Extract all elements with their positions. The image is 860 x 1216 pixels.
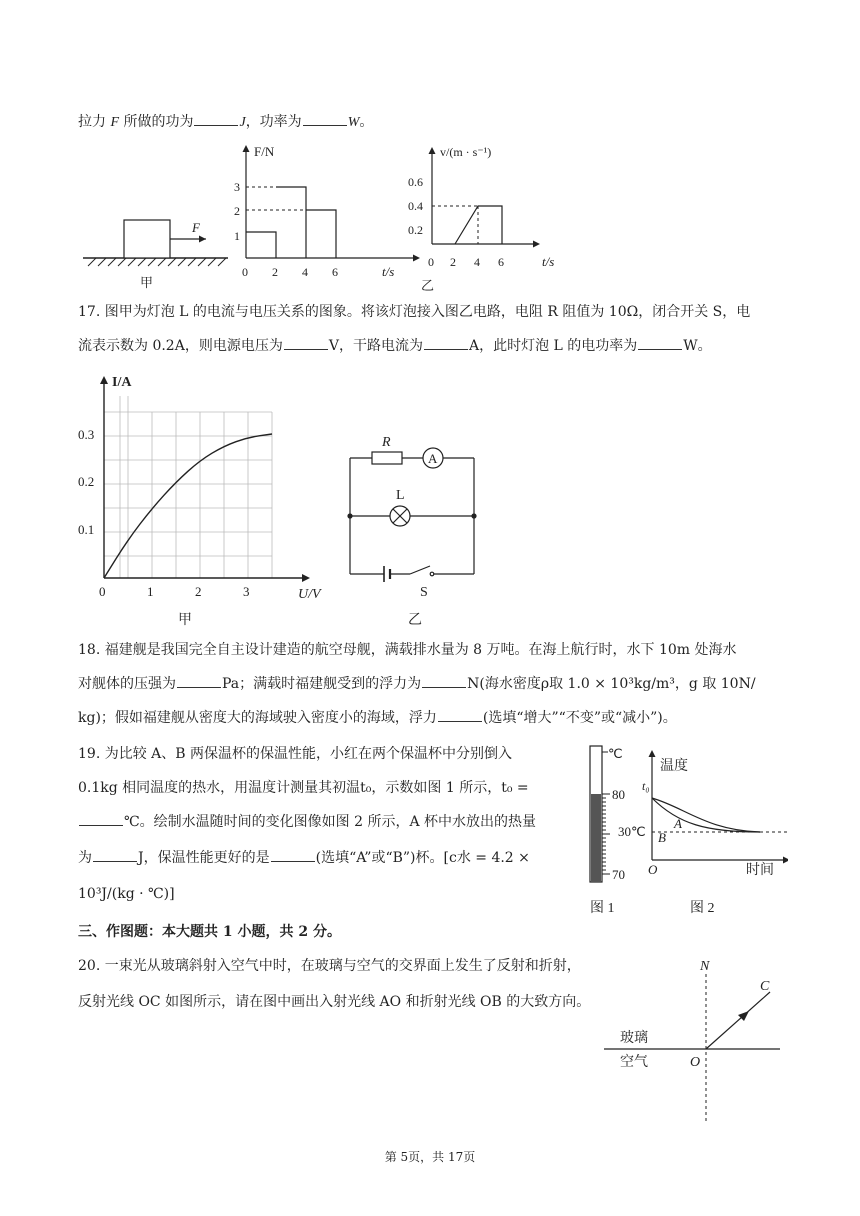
q19-line5: 10³J/(kg · ℃)] (78, 886, 175, 902)
vt-xtick: 6 (498, 255, 504, 269)
fig16 (78, 140, 578, 295)
graph-x-label: 时间 (746, 863, 774, 878)
junction-left (347, 513, 352, 518)
iu-xtick: 2 (195, 584, 202, 599)
fig19 (578, 742, 788, 922)
q16-power-blank[interactable] (303, 111, 347, 126)
q18-pressure-blank[interactable] (177, 673, 221, 688)
block (124, 220, 170, 258)
q19-text-e: (选填“A”或“B”)杯。[c水 = 4.2 × (315, 850, 530, 866)
q20-line2: 反射光线 OC 如图所示，请在图中画出入射光线 AO 和折射光线 OB 的大致方向。 (78, 994, 591, 1010)
q18-text-b: Pa；满载时福建舰受到的浮力为 (222, 676, 422, 692)
q18-text-e: (选填“增大”“不变”或“减小”)。 (482, 710, 677, 726)
vt-xtick: 2 (450, 255, 456, 269)
glass-label: 玻璃 (620, 1031, 648, 1046)
q19-line3 (78, 806, 536, 838)
q17-text-a: 流表示数为 0.2A，则电源电压为 (78, 338, 283, 354)
q16-force-symbol: F (110, 115, 120, 130)
vt-ytick: 0.4 (408, 199, 423, 213)
iu-x-label: U/V (298, 587, 321, 602)
graph-30-label: 30℃ (618, 824, 646, 839)
point-label-C: C (760, 979, 770, 994)
curve-B-label: B (658, 830, 666, 845)
force-label: F (192, 220, 200, 235)
q16-text-2: 所做的功为 (119, 114, 194, 130)
graph-y-label: 温度 (660, 759, 688, 774)
q16-text-1: 拉力 (78, 114, 111, 130)
graph-t0: t₀ (642, 779, 650, 793)
ft-ytick: 1 (234, 229, 240, 243)
ft-xtick: 4 (302, 265, 308, 279)
q16-text-3: ，功率为 (245, 114, 302, 130)
fig17-yi-label: 乙 (408, 613, 422, 628)
normal-label-N: N (700, 959, 710, 974)
section3-heading: 三、作图题：本大题共 1 小题，共 2 分。 (78, 924, 341, 940)
reflected-ray-OC (706, 992, 770, 1049)
iu-ytick: 0.3 (78, 427, 95, 442)
q19-cup-blank[interactable] (271, 847, 315, 862)
ft-xtick: 2 (272, 265, 278, 279)
iu-xtick: 0 (99, 584, 106, 599)
fig16-jia-label: 甲 (140, 275, 154, 290)
graph-origin: O (648, 862, 658, 877)
ft-graph (234, 144, 420, 279)
ft-xtick: 6 (332, 265, 338, 279)
q19-heat-blank[interactable] (93, 847, 137, 862)
curve-B (652, 798, 760, 832)
vt-ytick: 0.6 (408, 175, 423, 189)
q17-voltage-blank[interactable] (284, 335, 328, 350)
q17-line1: 17. 图甲为灯泡 L 的电流与电压关系的图象。将该灯泡接入图乙电路，电阻 R 阻值为 10Ω，闭合开关 S，电 (78, 304, 751, 320)
fig19-caption-2: 图 2 (690, 901, 715, 916)
vt-graph (408, 145, 554, 293)
q17-text-d: W。 (683, 338, 712, 354)
switch-label: S (420, 585, 428, 600)
fig16-block-diagram (83, 220, 228, 290)
q18-line2 (78, 668, 756, 700)
q20-line1: 20. 一束光从玻璃斜射入空气中时，在玻璃与空气的交界面上发生了反射和折射， (78, 958, 581, 974)
q18-text-a: 对舰体的压强为 (78, 676, 176, 692)
iu-y-label: I/A (112, 375, 132, 390)
q18-buoyancy-blank[interactable] (422, 673, 466, 688)
q16-tail-line (78, 106, 373, 139)
fig17 (78, 366, 498, 630)
thermo-70: 70 (612, 867, 625, 882)
q17-current-blank[interactable] (424, 335, 468, 350)
q17-power-blank[interactable] (638, 335, 682, 350)
curve-A-label: A (674, 816, 682, 831)
ft-ytick: 2 (234, 204, 240, 218)
iu-curve-line (104, 434, 272, 578)
q16-text-4: 。 (359, 114, 374, 130)
q19-text-d: J，保温性能更好的是 (138, 850, 270, 866)
thermo-unit: ℃ (608, 746, 623, 761)
fig20 (604, 952, 784, 1132)
point-label-O: O (690, 1055, 701, 1070)
vt-xtick: 0 (428, 255, 434, 269)
q17-text-b: V，干路电流为 (328, 338, 423, 354)
q16-unit-W: W (347, 115, 360, 130)
q19-line2: 0.1kg 相同温度的热水，用温度计测量其初温t₀，示数如图 1 所示，t₀ = (78, 780, 529, 796)
thermo-80: 80 (612, 787, 625, 802)
fig17-jia-label: 甲 (178, 613, 192, 628)
iu-chart (78, 375, 322, 628)
ft-xtick: 0 (242, 265, 248, 279)
lamp-label: L (396, 488, 405, 503)
q18-line3 (78, 702, 677, 734)
q16-unit-J: J (239, 115, 246, 130)
q19-text-b: ℃。绘制水温随时间的变化图像如图 2 所示，A 杯中水放出的热量 (124, 814, 537, 830)
q18-text-d: kg)；假如福建舰从密度大的海域驶入密度小的海域，浮力 (78, 710, 437, 726)
iu-ytick: 0.1 (78, 522, 95, 537)
q17-line2 (78, 330, 712, 362)
ft-y-label: F/N (254, 144, 275, 159)
vt-y-label: v/(m · s⁻¹) (440, 145, 492, 159)
vt-x-label: t/s (542, 254, 555, 269)
page-footer: 第 5页，共 17页 (384, 1150, 476, 1164)
iu-xtick: 3 (243, 584, 250, 599)
q18-text-c: N(海水密度ρ取 1.0 × 10³kg/m³，g 取 10N/ (467, 676, 756, 692)
q19-line1: 19. 为比较 A、B 两保温杯的保温性能，小红在两个保温杯中分别倒入 (78, 746, 513, 762)
vt-xtick: 4 (474, 255, 480, 269)
temp-time-graph (618, 750, 788, 916)
iu-xtick: 1 (147, 584, 154, 599)
fig19-caption-1: 图 1 (590, 901, 615, 916)
q17-text-c: A，此时灯泡 L 的电功率为 (468, 338, 638, 354)
air-label: 空气 (620, 1055, 648, 1070)
q16-work-blank[interactable] (194, 111, 238, 126)
q19-text-c: 为 (78, 850, 92, 866)
ammeter-label: A (428, 451, 438, 466)
q18-line1: 18. 福建舰是我国完全自主设计建造的航空母舰，满载排水量为 8 万吨。在海上航行时，水下 10m 处海水 (78, 642, 737, 658)
q19-t0-blank[interactable] (79, 811, 123, 826)
fig16-yi-label: 乙 (421, 278, 435, 293)
junction-right (471, 513, 476, 518)
ft-ytick: 3 (234, 180, 240, 194)
circuit-diagram (350, 448, 474, 582)
q18-change-blank[interactable] (438, 707, 482, 722)
q19-line4 (78, 842, 530, 874)
vt-ytick: 0.2 (408, 223, 423, 237)
resistor-label: R (382, 435, 391, 450)
ft-x-label: t/s (382, 264, 395, 279)
iu-ytick: 0.2 (78, 474, 95, 489)
